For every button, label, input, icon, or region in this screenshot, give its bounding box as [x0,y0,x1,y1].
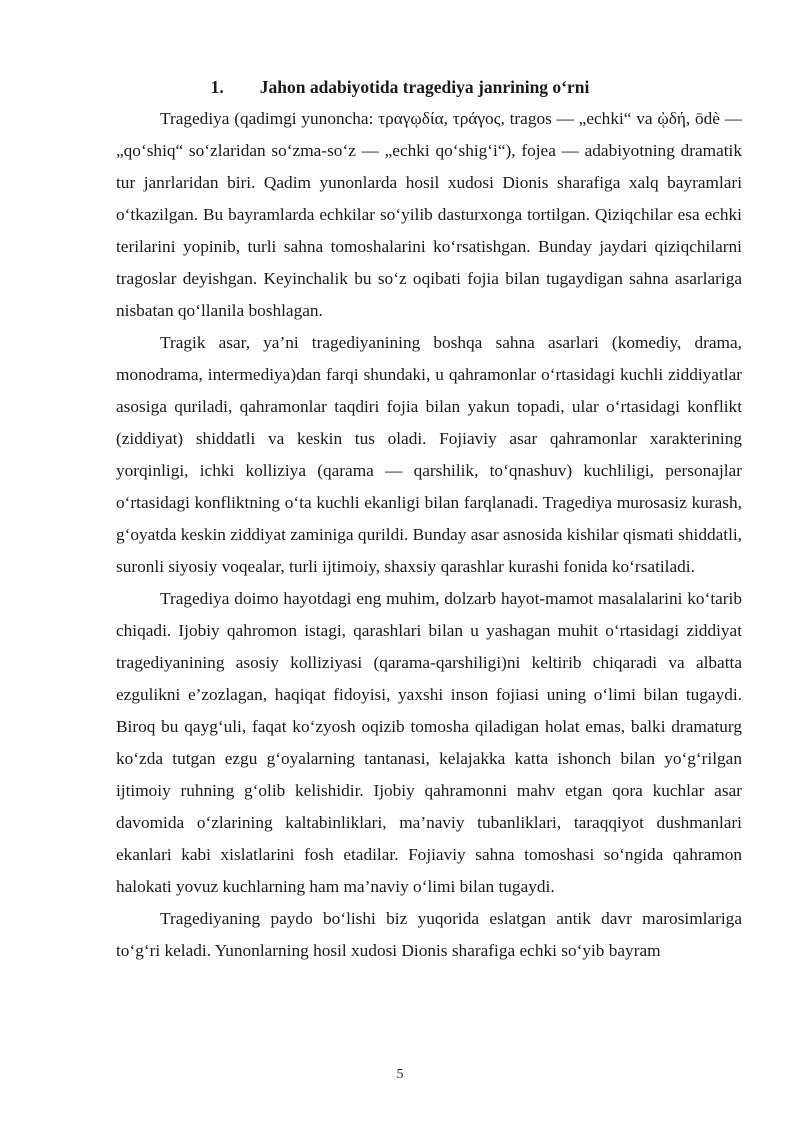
paragraph: Tragediya doimo hayotdagi eng muhim, dolzarb hayot-mamot masalalarini ko‘tarib chiqadi. Ijobiy qahromon istagi, qarashlari bilan u yashagan muhit o‘rtasidagi ziddiyat tragediyanining asosiy kolliziyasi (qarama-qarshiligi)ni keltirib chiqaradi va albatta ezgulikni e’zozlagan, haqiqat fidoyisi, yaxshi inson fojiasi uning o‘limi bilan tugaydi. Biroq bu qayg‘uli, faqat ko‘zyosh oqizib tomosha qiladigan holat emas, balki dramaturg ko‘zda tutgan ezgu g‘oyalarning tantanasi, kelajakka katta ishonch bilan yo‘g‘rilgan ijtimoiy ruhning g‘olib kelishidir. Ijobiy qahramonni mahv etgan qora kuchlar asar davomida o‘zlarining kaltabinliklari, ma’naviy tubanliklari, taraqqiyot dushmanlari ekanlari kabi xislatlarini fosh etadilar. Fojiaviy sahna tomoshasi so‘ngida qahramon halokati yovuz kuchlarning ham ma’naviy o‘limi bilan tugaydi. [116,589,742,896]
paragraph: Tragik asar, ya’ni tragediyanining boshqa sahna asarlari (komediy, drama, monodrama, intermediya)dan farqi shundaki, u qahramonlar o‘rtasidagi kuchli ziddiyatlar asosiga quriladi, qahramonlar taqdiri fojia bilan yakun topadi, ular o‘rtasidagi konflikt (ziddiyat) shiddatli va keskin tus oladi. Fojiaviy asar qahramonlar xarakterining yorqinligi, ichki kolliziya (qarama — qarshilik, to‘qnashuv) kuchliligi, personajlar o‘rtasidagi konfliktning o‘ta kuchli ekanligi bilan farqlanadi. Tragediya murosasiz kurash, g‘oyatda keskin ziddiyat zaminiga qurildi. Bunday asar asnosida kishilar qismati shiddatli, suronli siyosiy voqealar, turli ijtimoiy, shaxsiy qarashlar kurashi fonida ko‘rsatiladi. [116,333,742,576]
paragraph: Tragediya (qadimgi yunoncha: τραγῳδία, τράγος, tragos — „echki“ va ᾠδή, ōdè — „qo‘shiq“ so‘zlaridan so‘zma-so‘z — „echki qo‘shig‘i“), fojea — adabiyotning dramatik tur janrlaridan biri. Qadim yunonlarda hosil xudosi Dionis sharafiga xalq bayramlari o‘tkazilgan. Bu bayramlarda echkilar so‘yilib dasturxonga tortilgan. Qiziqchilar esa echki terilarini yopinib, turli sahna tomoshalarini ko‘rsatishgan. Bunday jaydari qiziqchilarni tragoslar deyishgan. Keyinchalik bu so‘z oqibati fojia bilan tugaydigan sahna asarlariga nisbatan qo‘llanila boshlagan. [116,109,742,320]
section-number: 1. [210,77,224,97]
section-title: Jahon adabiyotida tragediya janrining o‘rni [259,77,590,97]
page-number: 5 [396,1067,404,1082]
body-text [116,103,742,967]
section-heading [0,76,800,98]
paragraph: Tragediyaning paydo bo‘lishi biz yuqorida eslatgan antik davr marosimlariga to‘g‘ri keladi. Yunonlarning hosil xudosi Dionis sharafiga echki so‘yib bayram [116,909,742,960]
